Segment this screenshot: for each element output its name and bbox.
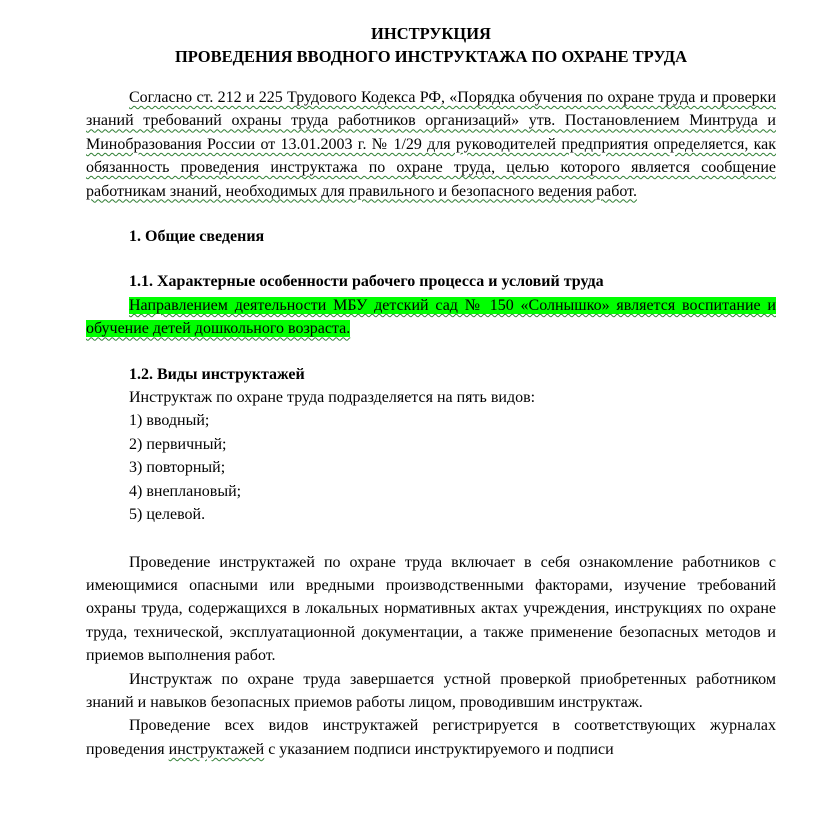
section-1-2-heading: 1.2. Виды инструктажей: [129, 365, 305, 383]
list-item: 5) целевой.: [129, 506, 206, 524]
document-title: [86, 22, 776, 68]
intro-text: Согласно ст. 212 и 225 Трудового Кодекса РФ, «Порядка обучения по охране труда и проверки знаний требований охраны труда работников организаций» утв. Постановлением Минтруда и Минобразования России от 13.01.2003 г. № 1/29 для руководителей предприятия определяется, как обязанность проведения инструктажа по охране труда, целью которого является сообщение работникам знаний, необходимых для правильного и безопасного ведения работ.: [86, 89, 776, 200]
title-line-1: ИНСТРУКЦИЯ: [371, 24, 491, 43]
paragraph-2: Инструктаж по охране труда завершается устной проверкой приобретенных работником знаний и навыков безопасных приемов работы лицом, проводившим инструктаж.: [86, 670, 776, 711]
section-1-heading: 1. Общие сведения: [129, 228, 265, 246]
intro-paragraph: [86, 86, 776, 203]
list-item: 3) повторный;: [129, 459, 226, 477]
paragraph-3-part-1: Проведение всех видов инструктажей регистрируется в соответствующих журналах проведения: [86, 717, 776, 758]
paragraph-3-part-2: с указанием подписи инструктируемого и подписи: [264, 740, 614, 758]
section-1-1-heading: 1.1. Характерные особенности рабочего процесса и условий труда: [129, 273, 604, 291]
section-1-1-paragraph: [86, 294, 776, 341]
list-item: 4) внеплановый;: [129, 482, 242, 500]
list-item: 2) первичный;: [129, 435, 227, 453]
paragraph-3-underlined-word: инструктажей: [168, 740, 265, 758]
list-item: 1) вводный;: [129, 412, 210, 430]
paragraph-3: [86, 714, 776, 761]
document-page: [86, 22, 776, 761]
paragraph-1: Проведение инструктажей по охране труда включает в себя ознакомление работников с имеющимися опасными или вредными производственными факторами, изучение требований охраны труда, содержащихся в локальных нормативных актах учреждения, инструкциях по охране труда, технической, эксплуатационной документации, а также применение безопасных методов и приемов выполнения работ.: [86, 553, 776, 665]
highlighted-text: Направлением деятельности МБУ детский сад № 150 «Солнышко» является воспитание и обучение детей дошкольного возраста.: [86, 296, 776, 338]
title-line-2: ПРОВЕДЕНИЯ ВВОДНОГО ИНСТРУКТАЖА ПО ОХРАНЕ ТРУДА: [174, 47, 688, 66]
list-intro: Инструктаж по охране труда подразделяется на пять видов:: [129, 389, 536, 407]
